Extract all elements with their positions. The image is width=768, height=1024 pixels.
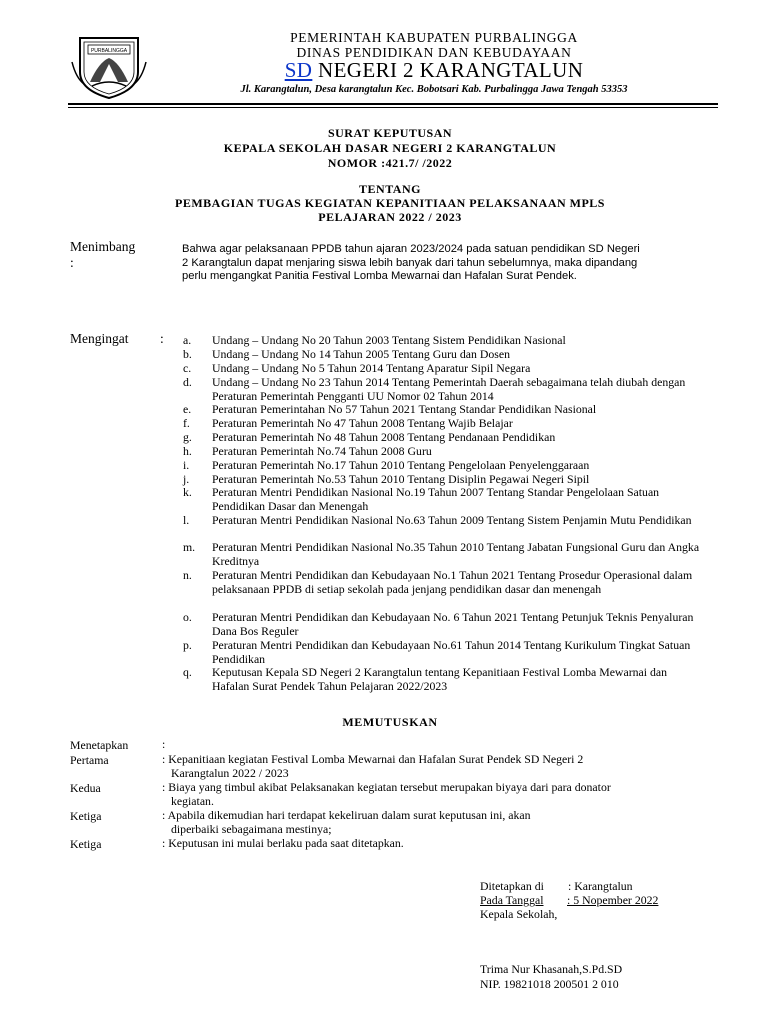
list-marker: a. bbox=[183, 333, 192, 347]
mengingat-colon: : bbox=[160, 331, 164, 346]
decision-label: Ketiga bbox=[70, 809, 102, 823]
signature-role: Kepala Sekolah, bbox=[480, 907, 558, 921]
signature-date-label: Pada Tanggal bbox=[480, 893, 544, 907]
list-text: Keputusan Kepala SD Negeri 2 Karangtalun tentang Kepanitiaan Festival Lomba Mewarnai dan Hafalan Surat Pendek Tahun Pelajaran 2022/2023 bbox=[212, 665, 668, 693]
list-marker: g. bbox=[183, 430, 192, 444]
decree-about: TENTANG bbox=[359, 182, 421, 196]
menimbang-label: Menimbang bbox=[70, 239, 136, 254]
list-text: Peraturan Mentri Pendidikan Nasional No.35 Tahun 2010 Tentang Jabatan Fungsional Guru dan Angka Kreditnya bbox=[212, 540, 700, 568]
list-text: Peraturan Mentri Pendidikan Nasional No.63 Tahun 2009 Tentang Sistem Penjamin Mutu Pendidikan bbox=[212, 513, 692, 527]
list-marker: q. bbox=[183, 665, 192, 679]
decision-label: Pertama bbox=[70, 753, 109, 767]
header-rule-thick bbox=[68, 103, 718, 105]
list-marker: d. bbox=[183, 375, 192, 389]
list-text: Peraturan Mentri Pendidikan dan Kebudayaan No. 6 Tahun 2021 Tentang Petunjuk Teknis Penyaluran Dana Bos Reguler bbox=[212, 610, 694, 638]
department-name: DINAS PENDIDIKAN DAN KEBUDAYAAN bbox=[296, 45, 572, 60]
list-text: Peraturan Pemerintah No 48 Tahun 2008 Tentang Pendanaan Pendidikan bbox=[212, 430, 556, 444]
memutuskan-heading: MEMUTUSKAN bbox=[342, 715, 438, 729]
menimbang-colon: : bbox=[70, 255, 74, 270]
school-name bbox=[150, 58, 718, 83]
government-name: PEMERINTAH KABUPATEN PURBALINGGA bbox=[290, 30, 578, 45]
list-text: Peraturan Mentri Pendidikan dan Kebudayaan No.61 Tahun 2014 Tentang Kurikulum Tingkat Satuan Pendidikan bbox=[212, 638, 691, 666]
school-address: Jl. Karangtalun, Desa karangtalun Kec. Bobotsari Kab. Purbalingga Jawa Tengah 53353 bbox=[240, 84, 628, 95]
decree-number: NOMOR :421.7/ /2022 bbox=[327, 156, 453, 170]
list-text: Peraturan Mentri Pendidikan dan Kebudayaan No.1 Tahun 2021 Tentang Prosedur Operasional dalam pelaksanaan PPDB di setiap sekolah pada jenjang pendidikan dasar dan menengah bbox=[212, 568, 693, 596]
list-text: Peraturan Pemerintah No.53 Tahun 2010 Tentang Disiplin Pegawai Negeri Sipil bbox=[212, 472, 590, 486]
list-marker: e. bbox=[183, 402, 192, 416]
menimbang-line: 2 Karangtalun dapat menjaring siswa lebih banyak dari tahun sebelumnya, maka dipandang bbox=[182, 256, 638, 269]
list-text: Undang – Undang No 5 Tahun 2014 Tentang Aparatur Sipil Negara bbox=[212, 361, 531, 375]
list-marker: n. bbox=[183, 568, 192, 582]
list-text: Peraturan Mentri Pendidikan Nasional No.19 Tahun 2007 Tentang Standar Pengelolaan Satuan Pendidikan Dasar dan Menengah bbox=[212, 485, 660, 513]
logo-caption: PURBALINGGA bbox=[90, 48, 128, 54]
list-text: Peraturan Pemerintah No 47 Tahun 2008 Tentang Wajib Belajar bbox=[212, 416, 513, 430]
menimbang-line: Bahwa agar pelaksanaan PPDB tahun ajaran 2023/2024 pada satuan pendidikan SD Negeri bbox=[182, 243, 640, 255]
list-marker: k. bbox=[183, 485, 192, 499]
mengingat-label: Mengingat bbox=[70, 331, 129, 346]
decree-subject-year: PELAJARAN 2022 / 2023 bbox=[318, 210, 462, 224]
menimbang-text bbox=[182, 243, 722, 284]
list-marker: m. bbox=[183, 540, 196, 554]
list-marker: b. bbox=[183, 347, 192, 361]
list-text: Undang – Undang No 20 Tahun 2003 Tentang Sistem Pendidikan Nasional bbox=[212, 333, 566, 347]
list-marker: i. bbox=[183, 458, 190, 472]
list-text: Undang – Undang No 14 Tahun 2005 Tentang Guru dan Dosen bbox=[212, 347, 511, 361]
signatory-name: Trima Nur Khasanah,S.Pd.SD bbox=[480, 962, 623, 976]
decree-issuer: KEPALA SEKOLAH DASAR NEGERI 2 KARANGTALUN bbox=[223, 141, 557, 155]
decision-text: : Apabila dikemudian hari terdapat kekeliruan dalam surat keputusan ini, akan bbox=[162, 808, 531, 822]
list-marker: o. bbox=[183, 610, 192, 624]
decision-label: Kedua bbox=[70, 781, 101, 795]
decision-label: Ketiga bbox=[70, 837, 102, 851]
decision-text: : bbox=[162, 737, 166, 751]
header-rule-thin bbox=[68, 107, 718, 108]
signature-place-value: : Karangtalun bbox=[568, 879, 633, 893]
list-marker: p. bbox=[183, 638, 192, 652]
decision-text: : Keputusan ini mulai berlaku pada saat ditetapkan. bbox=[162, 836, 404, 850]
list-marker: f. bbox=[183, 416, 190, 430]
list-marker: h. bbox=[183, 444, 192, 458]
school-name-rest: NEGERI 2 KARANGTALUN bbox=[318, 58, 584, 82]
decree-title: SURAT KEPUTUSAN bbox=[327, 126, 453, 140]
decision-text: : Kepanitiaan kegiatan Festival Lomba Mewarnai dan Hafalan Surat Pendek SD Negeri 2 bbox=[162, 752, 584, 766]
decision-text-cont: diperbaiki sebagaimana mestinya; bbox=[171, 822, 332, 836]
decision-text-cont: kegiatan. bbox=[171, 794, 214, 808]
list-marker: l. bbox=[183, 513, 190, 527]
decision-text: : Biaya yang timbul akibat Pelaksanakan kegiatan tersebut merupakan biyaya dari para donator bbox=[162, 780, 611, 794]
decision-text-cont: Karangtalun 2022 / 2023 bbox=[171, 766, 289, 780]
list-marker: c. bbox=[183, 361, 192, 375]
list-marker: j. bbox=[183, 472, 190, 486]
list-text: Peraturan Pemerintahan No 57 Tahun 2021 Tentang Standar Pendidikan Nasional bbox=[212, 402, 597, 416]
list-text: Undang – Undang No 23 Tahun 2014 Tentang Pemerintah Daerah sebagaimana telah diubah dengan Peraturan Pemerintah Pengganti UU Nomor 02 Tahun 2014 bbox=[212, 375, 686, 403]
signatory-nip: NIP. 19821018 200501 2 010 bbox=[480, 977, 619, 991]
regency-coat-of-arms-icon bbox=[70, 32, 148, 100]
decision-label: Menetapkan bbox=[70, 738, 129, 752]
list-text: Peraturan Pemerintah No.74 Tahun 2008 Guru bbox=[212, 444, 432, 458]
school-prefix-link[interactable]: SD bbox=[284, 58, 313, 82]
signature-place-label: Ditetapkan di bbox=[480, 879, 544, 893]
list-text: Peraturan Pemerintah No.17 Tahun 2010 Tentang Pengelolaan Penyelenggaraan bbox=[212, 458, 590, 472]
decree-subject: PEMBAGIAN TUGAS KEGIATAN KEPANITIAAN PELAKSANAAN MPLS bbox=[175, 196, 605, 210]
menimbang-line: perlu mengangkat Panitia Festival Lomba Mewarnai dan Hafalan Surat Pendek. bbox=[182, 270, 577, 282]
signature-date-value: : 5 Nopember 2022 bbox=[567, 893, 659, 907]
